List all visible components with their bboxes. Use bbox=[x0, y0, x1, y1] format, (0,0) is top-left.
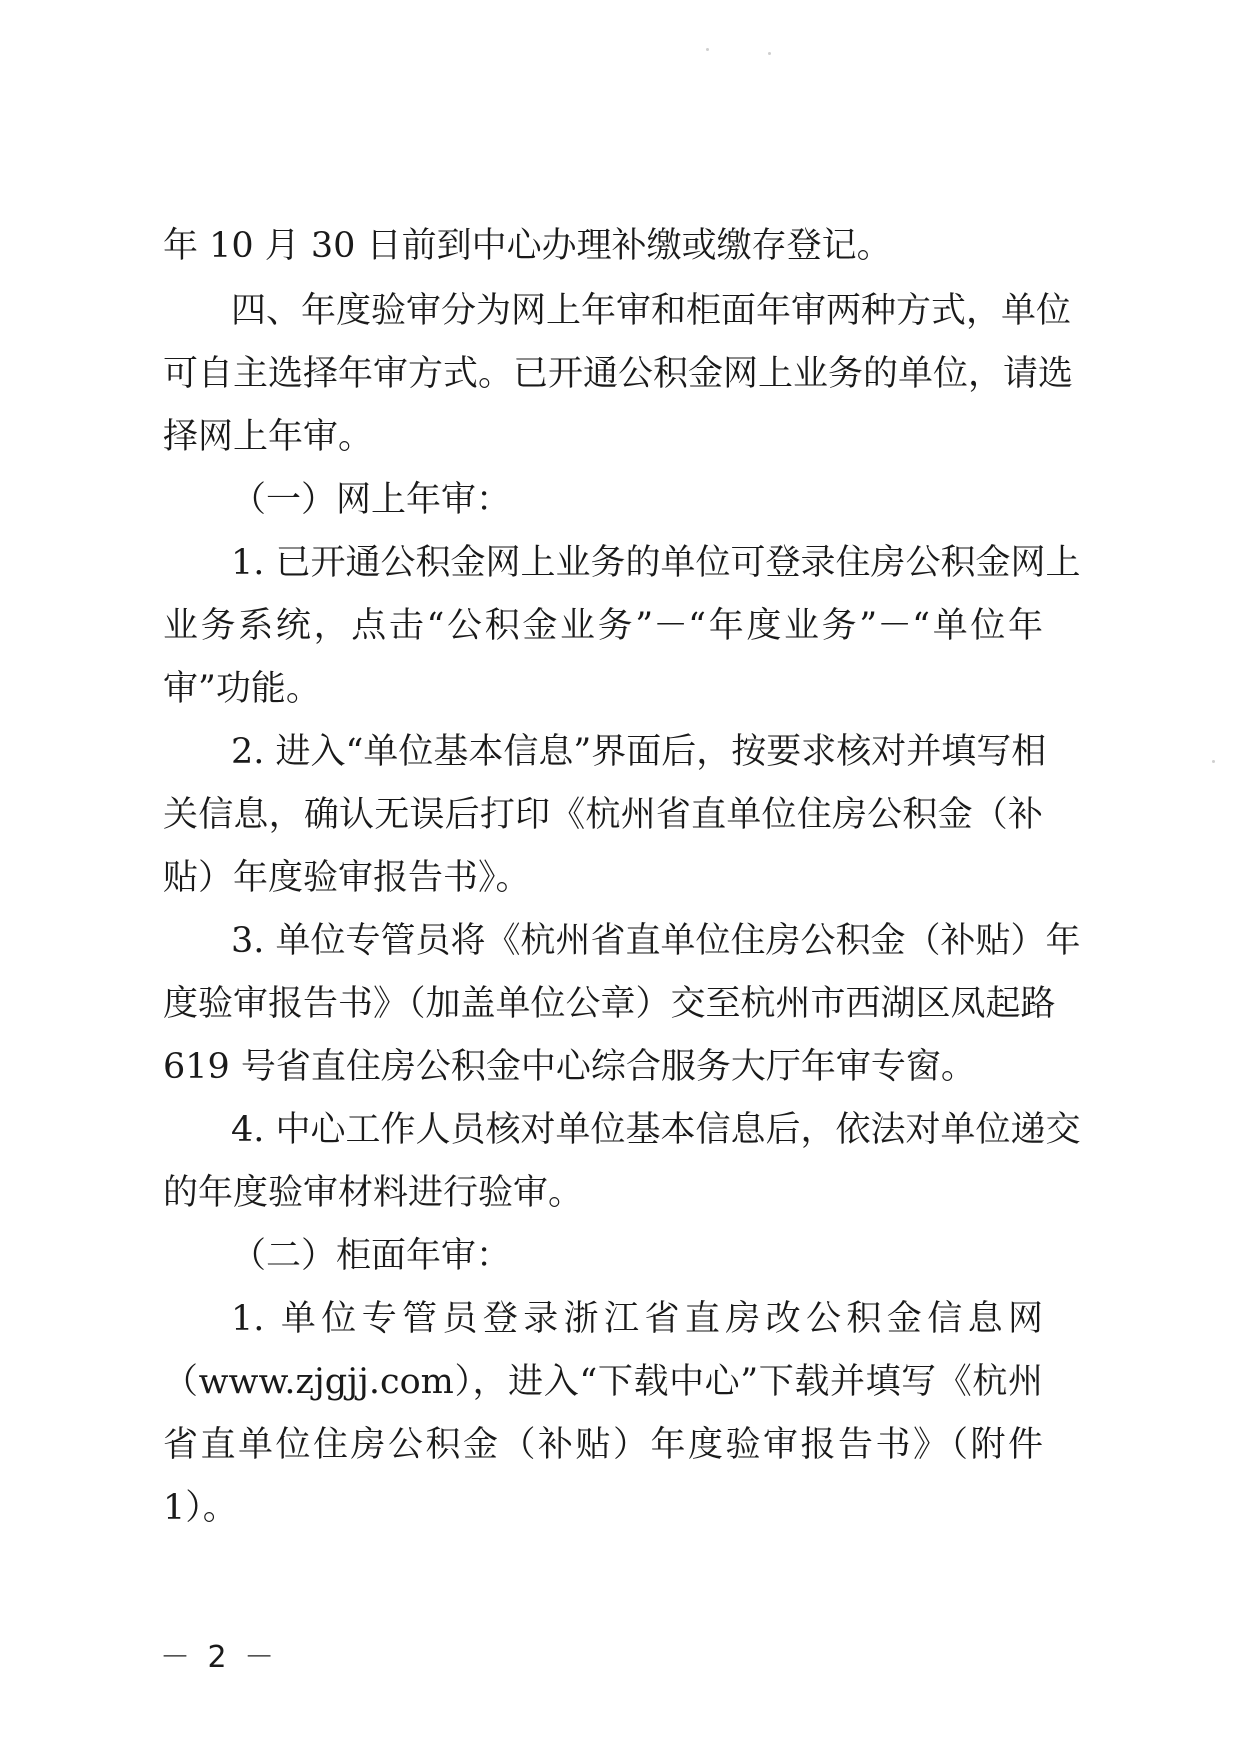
paragraph-line: 择网上年审。 bbox=[163, 417, 374, 457]
scan-speck bbox=[768, 52, 771, 55]
section-heading: （二）柜面年审： bbox=[231, 1236, 512, 1276]
paragraph-line: （www.zjgjj.com），进入“下载中心”下载并填写《杭州 bbox=[163, 1362, 1043, 1402]
page-number: － 2 － bbox=[160, 1640, 279, 1675]
paragraph-line: 可自主选择年审方式。已开通公积金网上业务的单位，请选 bbox=[163, 354, 1074, 394]
paragraph-line: 业务系统，点击“公积金业务”－“年度业务”－“单位年 bbox=[163, 606, 1043, 646]
paragraph-line: 贴）年度验审报告书》。 bbox=[163, 858, 531, 898]
paragraph-line: 2. 进入“单位基本信息”界面后，按要求核对并填写相 bbox=[231, 732, 1047, 772]
paragraph-line: 1. 已开通公积金网上业务的单位可登录住房公积金网上 bbox=[231, 543, 1081, 583]
paragraph-line: 3. 单位专管员将《杭州省直单位住房公积金（补贴）年 bbox=[231, 921, 1081, 961]
paragraph-line: 审”功能。 bbox=[163, 669, 321, 709]
scan-speck bbox=[1212, 760, 1215, 763]
paragraph-line: 4. 中心工作人员核对单位基本信息后，依法对单位递交 bbox=[231, 1110, 1081, 1150]
paragraph-line: 619 号省直住房公积金中心综合服务大厅年审专窗。 bbox=[163, 1047, 976, 1087]
section-heading: （一）网上年审： bbox=[231, 480, 512, 520]
paragraph-line: 年 10 月 30 日前到中心办理补缴或缴存登记。 bbox=[163, 226, 892, 266]
paragraph-line: 省直单位住房公积金（补贴）年度验审报告书》（附件 bbox=[163, 1425, 1043, 1465]
paragraph-line: 四、年度验审分为网上年审和柜面年审两种方式，单位 bbox=[231, 291, 1072, 331]
paragraph-line: 度验审报告书》（加盖单位公章）交至杭州市西湖区凤起路 bbox=[163, 984, 1056, 1024]
scan-speck bbox=[706, 48, 709, 51]
paragraph-line: 1）。 bbox=[163, 1488, 238, 1528]
paragraph-line: 的年度验审材料进行验审。 bbox=[163, 1173, 584, 1213]
paragraph-line: 1. 单位专管员登录浙江省直房改公积金信息网 bbox=[231, 1299, 1043, 1339]
paragraph-line: 关信息，确认无误后打印《杭州省直单位住房公积金（补 bbox=[163, 795, 1043, 835]
